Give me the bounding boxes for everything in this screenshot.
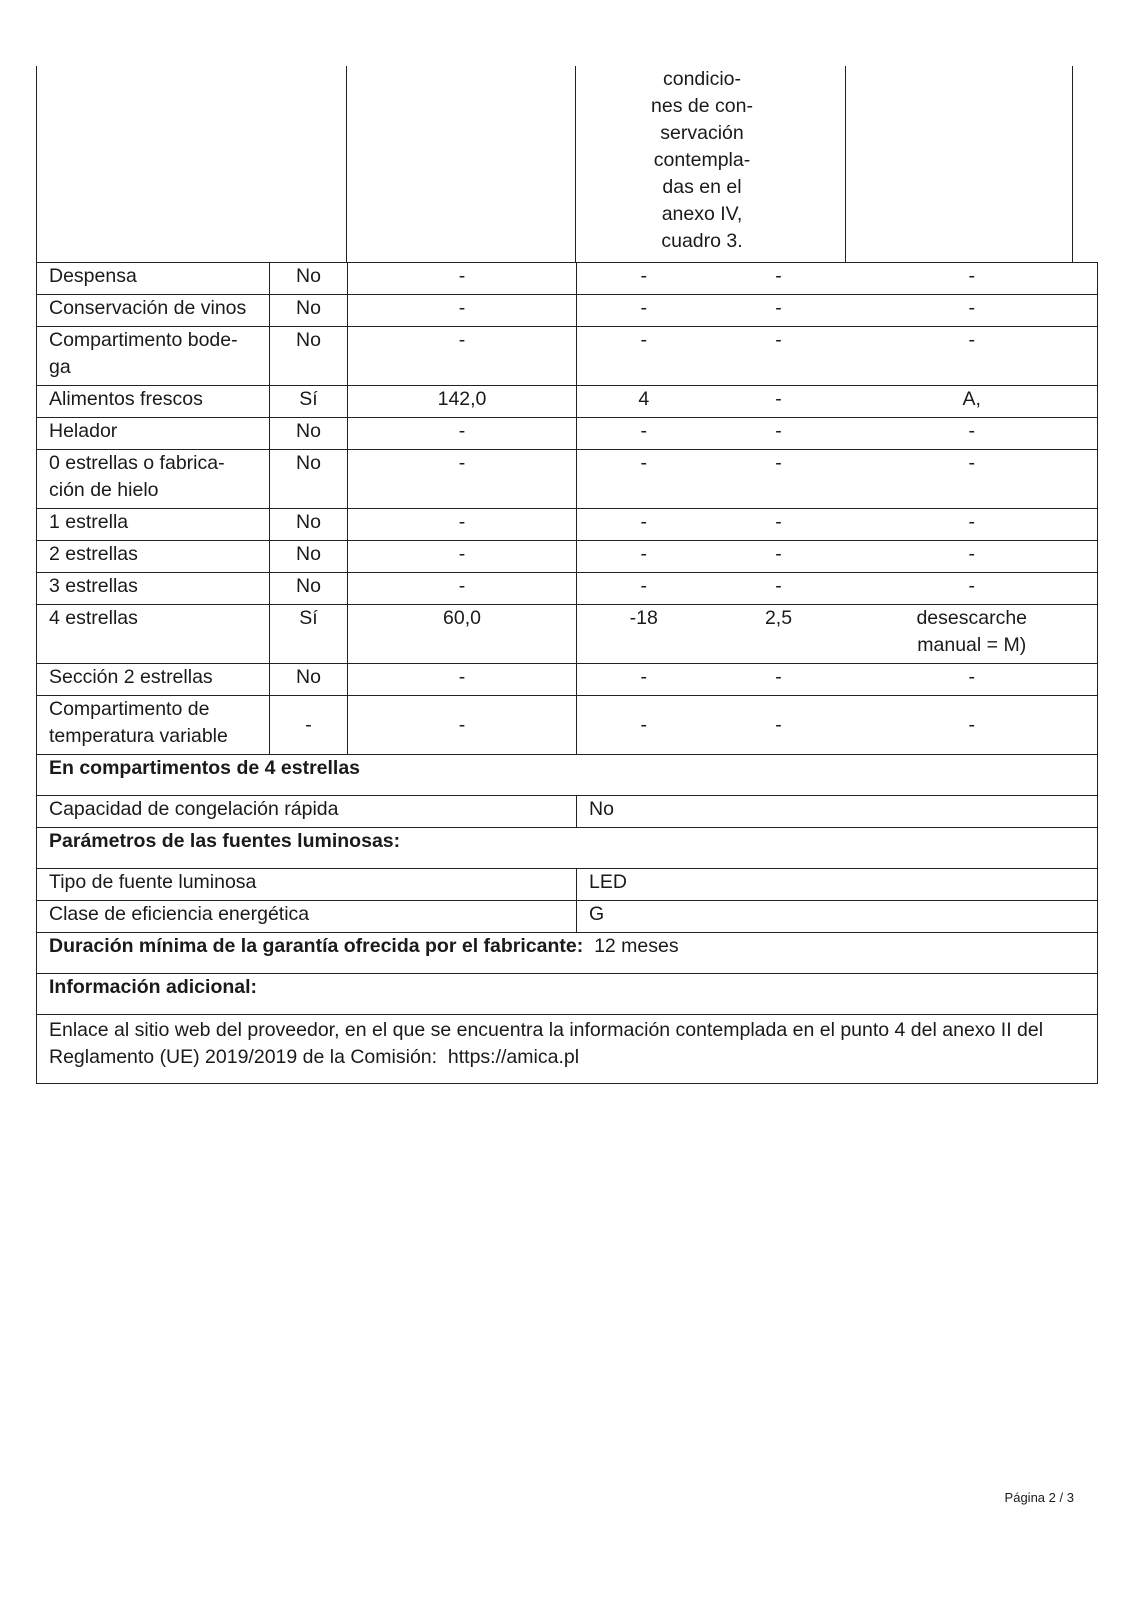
compartment-present: -	[270, 696, 348, 755]
page-current: 2	[1048, 1490, 1056, 1505]
compartment-name: Alimentos frescos	[37, 386, 270, 418]
compartment-defrost-type: A,	[847, 386, 1098, 418]
compartment-temperature: -	[577, 295, 711, 327]
light-type-value: LED	[577, 869, 1098, 901]
column-divider	[346, 66, 347, 263]
compartment-defrost-type: -	[847, 263, 1098, 295]
supplier-url: https://amica.pl	[447, 1046, 580, 1068]
compartment-volume: -	[348, 263, 577, 295]
compartment-volume: -	[348, 541, 577, 573]
compartment-name: 3 estrellas	[37, 573, 270, 605]
page-total: 3	[1066, 1490, 1074, 1505]
compartment-freezing-capacity: -	[711, 509, 847, 541]
compartment-present: No	[270, 541, 348, 573]
compartment-row	[37, 450, 1098, 509]
compartment-freezing-capacity: -	[711, 696, 847, 755]
compartment-defrost-type: -	[847, 541, 1098, 573]
compartment-temperature: -	[577, 450, 711, 509]
compartment-freezing-capacity: 2,5	[711, 605, 847, 664]
compartment-volume: -	[348, 418, 577, 450]
compartment-name: Compartimento de temperatura variable	[37, 696, 270, 755]
compartment-volume: -	[348, 327, 577, 386]
compartment-row	[37, 418, 1098, 450]
page-label: Página	[1004, 1490, 1046, 1505]
compartment-present: No	[270, 450, 348, 509]
compartment-defrost-type: -	[847, 664, 1098, 696]
compartment-name: Helador	[37, 418, 270, 450]
compartment-present: Sí	[270, 386, 348, 418]
additional-info-text: Enlace al sitio web del proveedor, en el que se encuentra la información contemplada en el punto 4 del anexo II del Reglamento (UE) 2019/2019 de la Comisión: https://amica.pl	[37, 1015, 1098, 1084]
compartment-freezing-capacity: -	[711, 573, 847, 605]
compartment-present: No	[270, 573, 348, 605]
compartment-name: 2 estrellas	[37, 541, 270, 573]
light-source-heading: Parámetros de las fuentes luminosas:	[37, 828, 1098, 869]
warranty-row	[37, 933, 1098, 974]
compartment-present: No	[270, 327, 348, 386]
compartment-freezing-capacity: -	[711, 327, 847, 386]
column-divider	[845, 66, 846, 263]
compartment-volume: -	[348, 295, 577, 327]
compartment-volume: -	[348, 696, 577, 755]
compartment-defrost-type: -	[847, 573, 1098, 605]
compartment-present: No	[270, 418, 348, 450]
column-divider	[575, 66, 576, 263]
compartment-row	[37, 605, 1098, 664]
compartment-temperature: -	[577, 696, 711, 755]
energy-class-label: Clase de eficiencia energética	[37, 901, 577, 933]
compartment-name: Sección 2 estrellas	[37, 664, 270, 696]
compartment-defrost-type: desescarche manual = M)	[847, 605, 1098, 664]
compartment-present: Sí	[270, 605, 348, 664]
additional-info-heading: Información adicional:	[37, 974, 1098, 1015]
compartment-row	[37, 696, 1098, 755]
fast-freeze-label: Capacidad de congelación rápida	[37, 796, 577, 828]
compartment-row	[37, 386, 1098, 418]
compartment-temperature: 4	[577, 386, 711, 418]
compartment-present: No	[270, 263, 348, 295]
compartment-temperature: -	[577, 418, 711, 450]
compartment-freezing-capacity: -	[711, 295, 847, 327]
compartment-defrost-type: -	[847, 509, 1098, 541]
compartment-freezing-capacity: -	[711, 263, 847, 295]
compartment-temperature: -	[577, 541, 711, 573]
compartment-row	[37, 327, 1098, 386]
compartment-defrost-type: -	[847, 418, 1098, 450]
compartment-temperature: -	[577, 573, 711, 605]
page-separator: /	[1059, 1490, 1064, 1505]
light-type-label: Tipo de fuente luminosa	[37, 869, 577, 901]
compartment-defrost-type: -	[847, 450, 1098, 509]
compartment-name: 1 estrella	[37, 509, 270, 541]
compartment-temperature: -	[577, 263, 711, 295]
compartment-volume: -	[348, 509, 577, 541]
compartment-row	[37, 541, 1098, 573]
compartment-name: 0 estrellas o fabrica- ción de hielo	[37, 450, 270, 509]
compartment-row	[37, 664, 1098, 696]
table-continuation-fragment	[36, 66, 1096, 263]
compartment-name: Conservación de vinos	[37, 295, 270, 327]
compartment-present: No	[270, 295, 348, 327]
four-star-heading: En compartimentos de 4 estrellas	[37, 755, 1098, 796]
continued-cell-text: condicio- nes de con- servación contempla- das en el anexo IV, cuadro 3.	[651, 68, 753, 252]
compartment-temperature: -18	[577, 605, 711, 664]
warranty-label: Duración mínima de la garantía ofrecida por el fabricante:	[49, 935, 584, 957]
compartment-name: Despensa	[37, 263, 270, 295]
compartment-defrost-type: -	[847, 696, 1098, 755]
compartment-temperature: -	[577, 327, 711, 386]
compartment-temperature: -	[577, 664, 711, 696]
compartment-defrost-type: -	[847, 295, 1098, 327]
compartment-volume: -	[348, 450, 577, 509]
compartment-row	[37, 573, 1098, 605]
compartment-freezing-capacity: -	[711, 450, 847, 509]
compartment-table	[36, 262, 1098, 1084]
compartment-name: 4 estrellas	[37, 605, 270, 664]
parameter-rows	[37, 755, 1098, 1084]
compartment-name: Compartimento bode- ga	[37, 327, 270, 386]
compartment-volume: -	[348, 664, 577, 696]
compartment-freezing-capacity: -	[711, 541, 847, 573]
compartment-freezing-capacity: -	[711, 386, 847, 418]
compartment-row	[37, 263, 1098, 295]
column-divider	[36, 66, 37, 263]
compartment-present: No	[270, 664, 348, 696]
page-number	[1005, 1490, 1074, 1506]
fast-freeze-value: No	[577, 796, 1098, 828]
compartment-row	[37, 295, 1098, 327]
compartment-freezing-capacity: -	[711, 664, 847, 696]
compartment-rows	[37, 263, 1098, 755]
compartment-volume: -	[348, 573, 577, 605]
compartment-volume: 142,0	[348, 386, 577, 418]
column-divider	[1072, 66, 1073, 263]
compartment-defrost-type: -	[847, 327, 1098, 386]
compartment-temperature: -	[577, 509, 711, 541]
compartment-freezing-capacity: -	[711, 418, 847, 450]
compartment-volume: 60,0	[348, 605, 577, 664]
compartment-present: No	[270, 509, 348, 541]
energy-class-value: G	[577, 901, 1098, 933]
warranty-value: 12 meses	[594, 935, 679, 957]
compartment-row	[37, 509, 1098, 541]
